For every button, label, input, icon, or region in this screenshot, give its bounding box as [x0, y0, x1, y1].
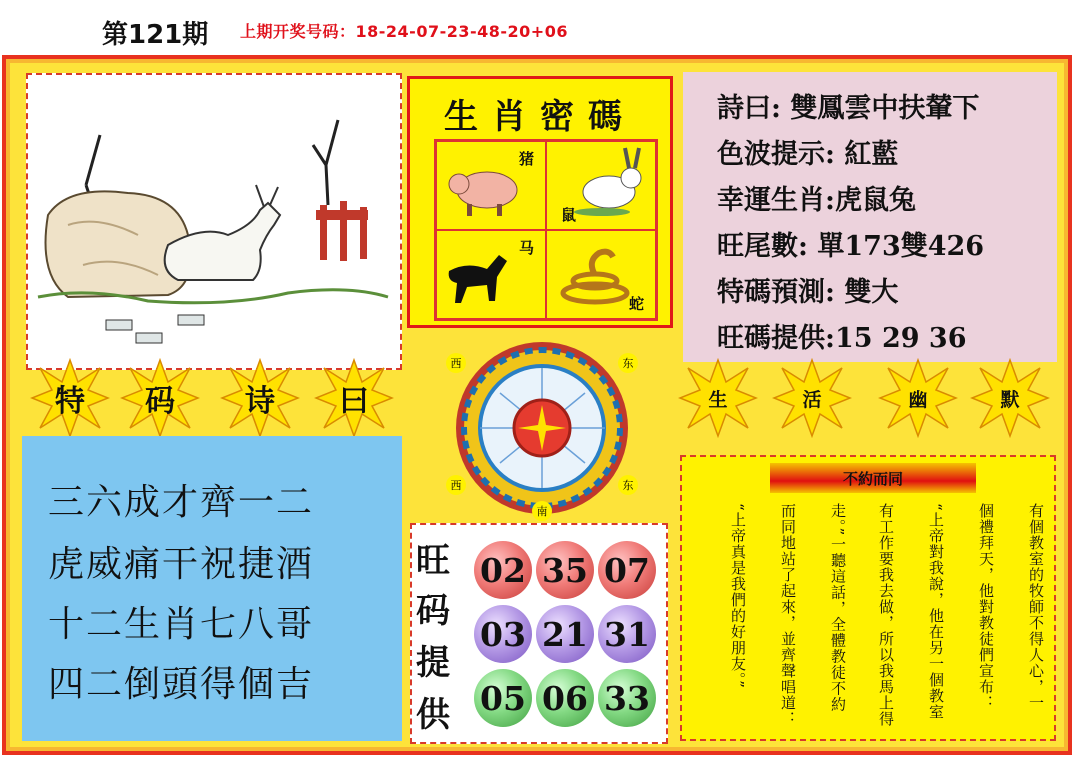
tail-number-line: 旺尾數: 單173雙426	[717, 231, 985, 262]
zodiac-label: 鼠	[561, 206, 577, 224]
story-title: 不約而同	[770, 463, 976, 493]
zodiac-label: 蛇	[629, 295, 645, 313]
zodiac-label: 猪	[519, 150, 535, 168]
zodiac-code-box	[407, 76, 673, 328]
star-char: 幽	[908, 388, 928, 411]
star-badge	[678, 358, 758, 438]
dial-label: 南	[532, 501, 552, 521]
goat-rock-illustration	[28, 75, 400, 368]
story-column: 有個教室的牧師不得人心，一	[1027, 503, 1045, 711]
star-badge	[772, 358, 852, 438]
story-column: 走。”一聽這話，全體教徒不約	[829, 503, 847, 713]
zodiac-label: 马	[519, 239, 535, 257]
dial-label: 西	[446, 475, 466, 495]
number-ball: 35	[536, 541, 594, 599]
zodiac-title: 生肖密碼	[444, 97, 636, 137]
verse-line: 四二倒頭得個吉	[48, 664, 315, 705]
number-ball: 05	[474, 669, 532, 727]
star-char: 码	[145, 384, 175, 419]
story-column: 而同地站了起來，並齊聲唱道：	[779, 503, 797, 727]
story-column: 有工作要我去做，所以我馬上得	[877, 503, 895, 727]
hot-numbers-panel	[410, 523, 668, 744]
numbers-label-char: 码	[416, 591, 450, 631]
compass-dial	[440, 333, 650, 523]
star-char: 曰	[339, 384, 369, 419]
dial-label: 东	[618, 353, 638, 373]
star-badge	[30, 358, 110, 438]
color-hint-line: 色波提示: 紅藍	[717, 139, 899, 170]
numbers-label-char: 旺	[416, 541, 450, 581]
star-badge	[878, 358, 958, 438]
verse-line: 十二生肖七八哥	[48, 604, 315, 645]
number-ball: 02	[474, 541, 532, 599]
story-column: 個禮拜天，他對教徒們宣布：	[977, 503, 995, 711]
story-column: “上帝真是我們的好朋友。”	[729, 503, 747, 689]
poem-hint-box	[683, 72, 1057, 362]
goat-illustration-panel	[26, 73, 402, 370]
number-ball: 03	[474, 605, 532, 663]
zodiac-grid	[434, 139, 658, 321]
star-badge	[970, 358, 1050, 438]
star-char: 诗	[245, 384, 275, 419]
star-char: 默	[1000, 388, 1020, 411]
zodiac-cell-horse	[436, 230, 546, 319]
story-panel	[680, 455, 1056, 741]
previous-result: 上期开奖号码：18-24-07-23-48-20+06	[240, 22, 568, 41]
zodiac-cell-rabbit	[546, 141, 656, 230]
poem-line: 詩曰: 雙鳳雲中扶輦下	[717, 93, 980, 124]
verse-line: 三六成才齊一二	[48, 482, 315, 523]
number-ball: 21	[536, 605, 594, 663]
hot-number-line: 旺碼提供:15 29 36	[717, 323, 967, 354]
star-char: 活	[802, 388, 822, 411]
numbers-label-char: 提	[416, 643, 450, 683]
zodiac-cell-snake	[546, 230, 656, 319]
star-badge	[220, 358, 300, 438]
number-ball: 33	[598, 669, 656, 727]
lucky-zodiac-line: 幸運生肖:虎鼠兔	[717, 185, 916, 216]
special-prediction-line: 特碼預測: 雙大	[717, 277, 899, 308]
issue-number: 第121期	[102, 20, 209, 50]
star-char: 特	[55, 384, 85, 419]
numbers-label-char: 供	[416, 695, 450, 735]
number-ball: 07	[598, 541, 656, 599]
story-column: “上帝對我說，他在另一個教室	[927, 503, 945, 720]
dial-label: 西	[446, 353, 466, 373]
star-char: 生	[708, 388, 728, 411]
star-badge	[120, 358, 200, 438]
dial-label: 东	[618, 475, 638, 495]
number-ball: 31	[598, 605, 656, 663]
verse-panel	[22, 436, 402, 741]
star-badge	[314, 358, 394, 438]
verse-line: 虎威痛干祝捷酒	[48, 544, 315, 585]
zodiac-cell-pig	[436, 141, 546, 230]
number-ball: 06	[536, 669, 594, 727]
